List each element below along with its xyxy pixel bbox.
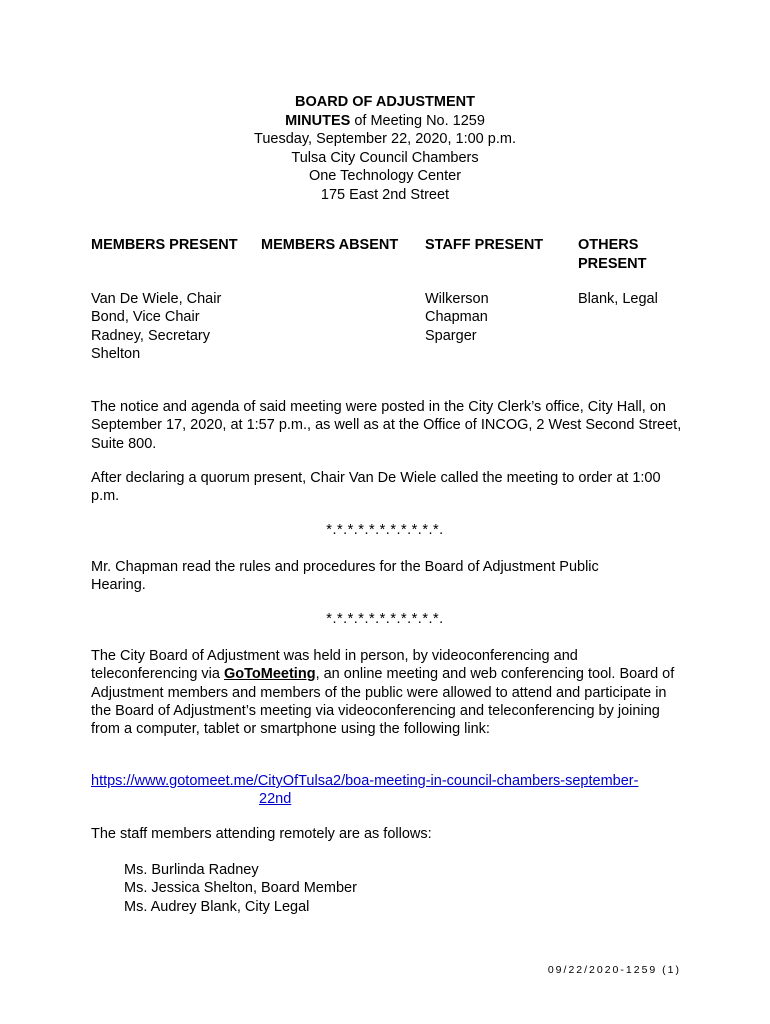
- list-item: Ms. Jessica Shelton, Board Member: [124, 880, 357, 897]
- list-item: Radney, Secretary: [91, 327, 211, 344]
- others-present-heading-line2: PRESENT: [578, 256, 647, 272]
- document-header: [0, 93, 770, 204]
- meeting-building: One Technology Center: [308, 168, 462, 184]
- remote-staff-list: [124, 861, 357, 916]
- list-item: Shelton: [91, 345, 141, 362]
- meeting-link[interactable]: [91, 772, 671, 809]
- meeting-number: of Meeting No. 1259: [350, 112, 485, 129]
- remote-intro: The staff members attending remotely are as follows:: [91, 826, 432, 842]
- staff-present-list: [425, 290, 489, 345]
- page-reference: 09/22/2020-1259 (1): [547, 964, 681, 976]
- members-absent-heading: MEMBERS ABSENT: [261, 237, 399, 253]
- list-item: Sparger: [425, 327, 477, 344]
- meeting-link-line2[interactable]: 22nd: [259, 791, 292, 808]
- separator: *.*.*.*.*.*.*.*.*.*.*.: [326, 522, 444, 538]
- board-title: BOARD OF ADJUSTMENT: [295, 94, 475, 110]
- videoconference-text-end: , an online meeting and web conferencing tool. Board of Adjustment members and members of the public were allowed to attend and participate in the Board of Adjustment’s meeting via videoconferencing and teleconferencing by joining from a computer, tablet or smartphone using the following link:: [91, 666, 675, 738]
- list-item: Ms. Audrey Blank, City Legal: [124, 898, 310, 915]
- others-present-heading-line1: OTHERS: [578, 237, 639, 253]
- meeting-date: Tuesday, September 22, 2020, 1:00 p.m.: [254, 131, 516, 147]
- videoconference-text-start: The City Board of Adjustment was held in person, by videoconferencing and teleconferencing via: [91, 648, 578, 683]
- staff-present-heading: STAFF PRESENT: [425, 237, 544, 253]
- notice-paragraph: The notice and agenda of said meeting were posted in the City Clerk’s office, City Hall, on September 17, 2020, at 1:57 p.m., as well as at the Office of INCOG, 2 West Second Street, Suite 800.: [91, 399, 682, 452]
- list-item: Van De Wiele, Chair: [91, 291, 222, 307]
- minutes-line: [0, 112, 770, 131]
- videoconference-paragraph: [91, 647, 681, 738]
- meeting-address: 175 East 2nd Street: [320, 186, 450, 203]
- members-present-heading: MEMBERS PRESENT: [91, 237, 238, 253]
- others-present-heading: [578, 236, 647, 274]
- quorum-paragraph: After declaring a quorum present, Chair Van De Wiele called the meeting to order at 1:00 p.m.: [91, 470, 661, 505]
- gotomeeting-term: GoToMeeting: [224, 666, 316, 683]
- separator: *.*.*.*.*.*.*.*.*.*.*.: [326, 611, 444, 627]
- list-item: Bond, Vice Chair: [91, 309, 200, 326]
- list-item: Chapman: [425, 309, 488, 326]
- others-present-list: [578, 290, 658, 308]
- list-item: Wilkerson: [425, 291, 489, 307]
- list-item: Ms. Burlinda Radney: [124, 862, 259, 878]
- members-present-list: [91, 290, 221, 363]
- rules-paragraph: Mr. Chapman read the rules and procedures for the Board of Adjustment Public Hearing.: [91, 559, 599, 594]
- meeting-link-line1[interactable]: https://www.gotomeet.me/CityOfTulsa2/boa-meeting-in-council-chambers-september-: [91, 773, 639, 789]
- list-item: Blank, Legal: [578, 291, 658, 307]
- minutes-label: MINUTES: [285, 112, 351, 129]
- meeting-location: Tulsa City Council Chambers: [291, 149, 479, 166]
